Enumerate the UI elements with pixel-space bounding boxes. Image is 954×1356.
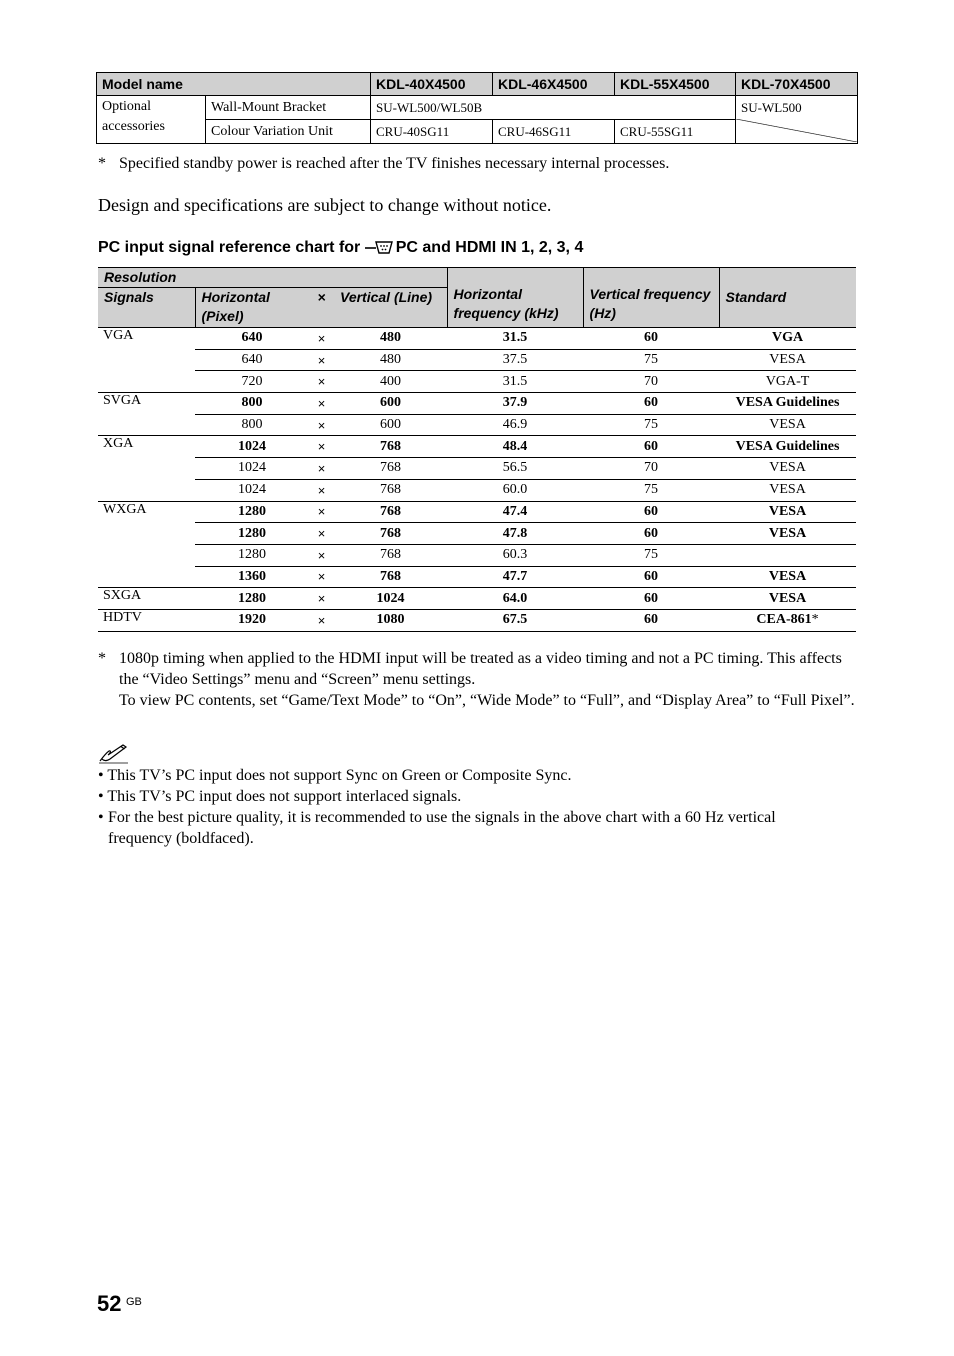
vertical-frequency: 70 [583, 458, 719, 480]
standard: VESA [719, 414, 856, 436]
note-text-3: For the best picture quality, it is recommended to use the signals in the above chart with a 60 Hz vertical frequency (boldfaced). [108, 809, 776, 847]
optional-accessories-label: Optional accessories [97, 96, 206, 144]
pc-chart-title-after: PC and HDMI IN 1, 2, 3, 4 [395, 239, 584, 256]
page-number [97, 1291, 142, 1317]
note-bullet-3 [98, 807, 838, 849]
vertical-line: 480 [334, 328, 447, 350]
times-sign: × [309, 609, 334, 631]
table-row [98, 544, 856, 566]
wall-mount-row [97, 96, 858, 120]
note-text-2: This TV’s PC input does not support interlaced signals. [107, 788, 462, 805]
horizontal-pixel: 1280 [195, 523, 309, 545]
standard: VESA [719, 523, 856, 545]
footnote-line-1: 1080p timing when applied to the HDMI input will be treated as a video timing and not a PC timing. This affects the “Video Settings” menu and “Screen” menu settings. [119, 650, 842, 688]
horizontal-frequency: 31.5 [447, 328, 583, 350]
table-row [98, 566, 856, 588]
horizontal-pixel: 1024 [195, 458, 309, 480]
vertical-line: 600 [334, 393, 447, 415]
vertical-frequency: 60 [583, 328, 719, 350]
horizontal-frequency: 37.9 [447, 393, 583, 415]
vertical-frequency: 60 [583, 393, 719, 415]
colour-unit-kdl55: CRU-55SG11 [615, 120, 736, 144]
signal-name: WXGA [98, 501, 195, 588]
horizontal-pixel: 1024 [195, 436, 309, 458]
page-number-value: 52 [97, 1291, 122, 1316]
horizontal-pixel: 800 [195, 414, 309, 436]
table-row [98, 349, 856, 371]
standard-footnote-mark: * [811, 612, 819, 628]
times-header: × [309, 288, 334, 328]
note-text-1: This TV’s PC input does not support Sync on Green or Composite Sync. [107, 767, 572, 784]
standard [719, 544, 856, 566]
horizontal-frequency: 47.7 [447, 566, 583, 588]
signal-name: VGA [98, 328, 195, 393]
times-sign: × [309, 501, 334, 523]
table-row [98, 609, 856, 631]
bullet-mark: • [98, 809, 104, 826]
wall-mount-label: Wall-Mount Bracket [206, 96, 371, 120]
kdl-55-header: KDL-55X4500 [615, 73, 736, 96]
times-sign: × [309, 588, 334, 610]
accessories-table [96, 72, 858, 144]
horizontal-pixel: 800 [195, 393, 309, 415]
horizontal-pixel: 1280 [195, 544, 309, 566]
horizontal-frequency: 47.8 [447, 523, 583, 545]
horizontal-frequency: 67.5 [447, 609, 583, 631]
horizontal-pixel-header: Horizontal (Pixel) [195, 288, 309, 328]
table-row [98, 501, 856, 523]
standard: VESA [719, 566, 856, 588]
vertical-line: 1024 [334, 588, 447, 610]
page-number-suffix: GB [125, 1296, 142, 1308]
vertical-line: 768 [334, 523, 447, 545]
standard: VESA [719, 349, 856, 371]
horizontal-pixel: 720 [195, 371, 309, 393]
vertical-frequency: 60 [583, 501, 719, 523]
vertical-frequency-header: Vertical frequency (Hz) [583, 268, 719, 328]
horizontal-frequency: 47.4 [447, 501, 583, 523]
vertical-frequency: 70 [583, 371, 719, 393]
bullet-mark: • [98, 788, 104, 805]
vertical-frequency: 60 [583, 523, 719, 545]
pc-chart-title [98, 239, 583, 260]
pc-header-row-1 [98, 268, 856, 288]
vertical-line: 768 [334, 436, 447, 458]
standby-note-text: Specified standby power is reached after the TV finishes necessary internal processes. [119, 155, 670, 172]
times-sign: × [309, 414, 334, 436]
bullet-mark: • [98, 767, 104, 784]
vertical-frequency: 60 [583, 609, 719, 631]
times-sign: × [309, 523, 334, 545]
horizontal-frequency: 37.5 [447, 349, 583, 371]
standard: VESA [719, 458, 856, 480]
vertical-frequency: 75 [583, 414, 719, 436]
standard: VESA Guidelines [719, 393, 856, 415]
signal-name: HDTV [98, 609, 195, 631]
vertical-frequency: 75 [583, 349, 719, 371]
footnote-line-2: To view PC contents, set “Game/Text Mode” to “On”, “Wide Mode” to “Full”, and “Display Area” to “Full Pixel”. [119, 692, 855, 709]
model-name-header: Model name [97, 73, 371, 96]
table-row [98, 588, 856, 610]
horizontal-frequency: 48.4 [447, 436, 583, 458]
standby-note [98, 153, 106, 174]
times-sign: × [309, 328, 334, 350]
colour-unit-kdl46: CRU-46SG11 [493, 120, 615, 144]
vertical-line: 600 [334, 414, 447, 436]
kdl-46-header: KDL-46X4500 [493, 73, 615, 96]
standard [719, 609, 856, 631]
standard: VESA [719, 588, 856, 610]
horizontal-pixel: 1920 [195, 609, 309, 631]
kdl-70-header: KDL-70X4500 [736, 73, 858, 96]
standard: VESA [719, 501, 856, 523]
vertical-line: 768 [334, 544, 447, 566]
horizontal-pixel: 1280 [195, 588, 309, 610]
times-sign: × [309, 544, 334, 566]
times-sign: × [309, 371, 334, 393]
horizontal-frequency: 60.0 [447, 479, 583, 501]
note-bullet-2 [98, 786, 461, 807]
not-applicable-diagonal [736, 119, 857, 142]
disclaimer-text: Design and specifications are subject to change without notice. [98, 195, 552, 215]
horizontal-pixel: 1280 [195, 501, 309, 523]
footnote-mark: * [98, 650, 106, 667]
table-row [98, 436, 856, 458]
horizontal-pixel: 640 [195, 349, 309, 371]
standard: VGA-T [719, 371, 856, 393]
colour-unit-kdl40: CRU-40SG11 [371, 120, 493, 144]
signals-header: Signals [98, 288, 195, 328]
horizontal-frequency: 31.5 [447, 371, 583, 393]
pc-signal-rows [98, 328, 856, 632]
vertical-frequency: 75 [583, 479, 719, 501]
standard-value: CEA-861 [756, 612, 812, 628]
times-sign: × [309, 566, 334, 588]
horizontal-frequency: 60.3 [447, 544, 583, 566]
vertical-line-header: Vertical (Line) [334, 288, 447, 328]
times-sign: × [309, 349, 334, 371]
times-sign: × [309, 436, 334, 458]
standard: VESA [719, 479, 856, 501]
horizontal-frequency: 56.5 [447, 458, 583, 480]
times-sign: × [309, 393, 334, 415]
vertical-frequency: 60 [583, 436, 719, 458]
table-row [98, 393, 856, 415]
standard: VGA [719, 328, 856, 350]
horizontal-frequency: 46.9 [447, 414, 583, 436]
horizontal-pixel: 640 [195, 328, 309, 350]
table-row [98, 458, 856, 480]
note-bullet-1 [98, 765, 571, 786]
vertical-line: 768 [334, 566, 447, 588]
times-sign: × [309, 458, 334, 480]
kdl-40-header: KDL-40X4500 [371, 73, 493, 96]
colour-unit-label: Colour Variation Unit [206, 120, 371, 144]
pc-chart-title-before: PC input signal reference chart for [98, 239, 365, 256]
vertical-line: 768 [334, 458, 447, 480]
table-row [98, 414, 856, 436]
horizontal-pixel: 1024 [195, 479, 309, 501]
horizontal-frequency-header: Horizontal frequency (kHz) [447, 268, 583, 328]
signal-name: SVGA [98, 393, 195, 436]
accessories-header-row [97, 73, 858, 96]
signal-name: SXGA [98, 588, 195, 610]
standard: VESA Guidelines [719, 436, 856, 458]
standby-note-mark: * [98, 155, 106, 172]
horizontal-pixel: 1360 [195, 566, 309, 588]
table-row [98, 479, 856, 501]
vertical-line: 480 [334, 349, 447, 371]
pc-signal-table [98, 267, 856, 632]
vertical-line: 768 [334, 501, 447, 523]
times-sign: × [309, 479, 334, 501]
resolution-header: Resolution [98, 268, 447, 288]
table-row [98, 523, 856, 545]
table-row [98, 328, 856, 350]
wall-mount-shared-value: SU-WL500/WL50B [371, 96, 736, 120]
vertical-line: 768 [334, 479, 447, 501]
signal-name: XGA [98, 436, 195, 501]
standard-header: Standard [719, 268, 856, 328]
horizontal-frequency: 64.0 [447, 588, 583, 610]
vertical-frequency: 60 [583, 588, 719, 610]
kdl-70-accessory-cell [736, 96, 858, 144]
vertical-line: 1080 [334, 609, 447, 631]
vertical-line: 400 [334, 371, 447, 393]
pc-input-icon [365, 239, 395, 260]
vertical-frequency: 75 [583, 544, 719, 566]
vertical-frequency: 60 [583, 566, 719, 588]
table-row [98, 371, 856, 393]
wall-mount-kdl70-value: SU-WL500 [741, 100, 802, 115]
